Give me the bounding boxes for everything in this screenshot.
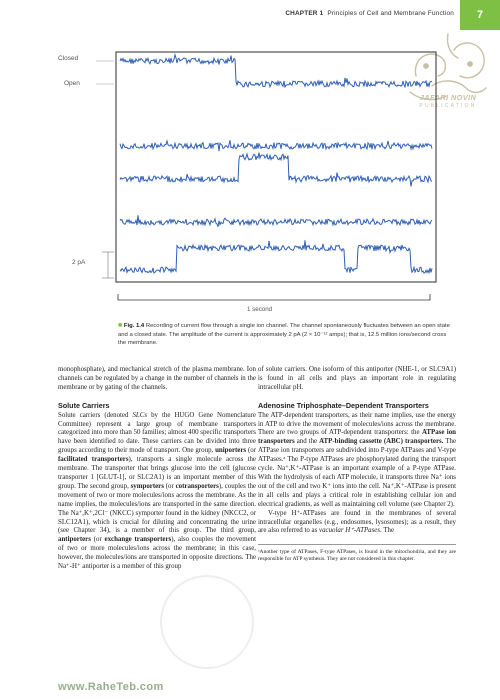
watermark-text: www.RaheTeb.com <box>58 681 164 693</box>
footnote: ᵃAnother type of ATPases, F-type ATPases, is found in the mitochondria, and they are responsible for ATP synthesis. They are not considered in this chapter. <box>258 544 456 563</box>
left-column <box>58 366 256 572</box>
publisher-subtitle: PUBLICATION <box>419 103 477 109</box>
right-paragraph-1: of solute carriers. One isoform of this antiporter (NHE-1, or SLC9A1) is found in all cells and plays an important role in regulating intracellular pH. <box>258 366 456 391</box>
open-label: Open <box>64 80 80 87</box>
publisher-title: JAFARI NOVIN <box>419 93 477 102</box>
current-trace-plot <box>58 44 438 304</box>
running-header <box>285 10 454 17</box>
heading-solute-carriers: Solute Carriers <box>58 400 110 410</box>
current-trace-1 <box>120 55 432 87</box>
pa-scale-label: 2 pA <box>72 259 86 266</box>
chapter-title: Principles of Cell and Membrane Function <box>327 10 454 17</box>
bullet-icon: ■ <box>118 322 123 329</box>
caption-label: Fig. 1.4 <box>123 323 145 329</box>
caption-text: Recording of current flow through a single ion channel. The channel spontaneously fluctuates between an open state and a closed state. The amplitude of the current is approximately 2 pA (2 × 10⁻¹² amps); that is, 12.5 million ions/second cross the membrane. <box>118 323 450 347</box>
figure-1-4 <box>58 44 438 304</box>
watermark-seal <box>160 575 254 669</box>
current-trace-4 <box>120 215 432 227</box>
closed-label: Closed <box>58 55 79 62</box>
chapter-label: CHAPTER 1 <box>285 10 324 17</box>
current-trace-2 <box>120 140 432 151</box>
time-scale-bar <box>118 294 430 300</box>
time-scale-label: 1 second <box>247 306 273 313</box>
page-number: 7 <box>460 0 500 30</box>
right-paragraph-2: The ATP-dependent transporters, as their name implies, use the energy in ATP to drive the movement of molecules/ions across the membrane. There are two groups of ATP-dependent transporters: the ATPase ion transporters and the ATP-binding cassette (ABC) transporters. The ATPase ion transporters are subdivided into P-type ATPases and V-type ATPases.ᵃ The P-type ATPases are phosphorylated during the transport cycle. Na⁺,K⁺-ATPase is an important example of a P-type ATPase. With the hydrolysis of each ATP molecule, it transports three Na⁺ ions out of the cell and two K⁺ ions into the cell. Na⁺,K⁺-ATPase is present in all cells and plays a critical role in establishing cellular ion and electrical gradients, as well as maintaining cell volume (see Chapter 2). <box>258 411 457 508</box>
right-paragraph-3: V-type H⁺-ATPases are found in the membranes of several intracellular organelles (e.g., endosomes, lysosomes); as a result, they are also referred to as vacuolar H⁺-ATPases. The <box>258 509 456 535</box>
current-trace-5 <box>120 240 432 273</box>
current-trace-3 <box>120 153 432 187</box>
left-paragraph-1: monophosphate), and mechanical stretch of the plasma membrane. Ion channels can be regulated by a change in the number of channels in the membrane or by gating of the channels. <box>58 366 256 391</box>
left-paragraph-2: Solute carriers (denoted SLCs by the HUGO Gene Nomenclature Committee) represent a large group of membrane transporters categorized into more than 50 families; almost 400 specific transporters have been identified to date. These carriers can be divided into three groups according to their mode of transport. One group, uniporters (or facilitated transporters), transports a single molecule across the membrane. The transporter that brings glucose into the cell (glucose transporter 1 [GLUT-1], or SLC2A1) is an important member of this group. The second group, symporters (or cotransporters), couples the movement of two or more molecules/ions across the membrane. As the name implies, the molecules/ions are transported in the same direction. The Na⁺,K⁺,2Cl⁻ (NKCC) symporter found in the kidney (NKCC2, or SLC12A1), which is crucial for diluting and concentrating the urine (see Chapter 34), is a member of this group. The third group, antiporters (or exchange transporters), also couples the movement of two or more molecules/ions across the membrane; in this case, however, the molecules/ions are transported in opposite directions. The Na⁺-H⁺ antiporter is a member of this group <box>58 411 257 571</box>
heading-atp-transporters: Adenosine Triphosphate–Dependent Transporters <box>258 400 429 410</box>
figure-caption <box>118 322 454 348</box>
right-column <box>258 366 456 563</box>
